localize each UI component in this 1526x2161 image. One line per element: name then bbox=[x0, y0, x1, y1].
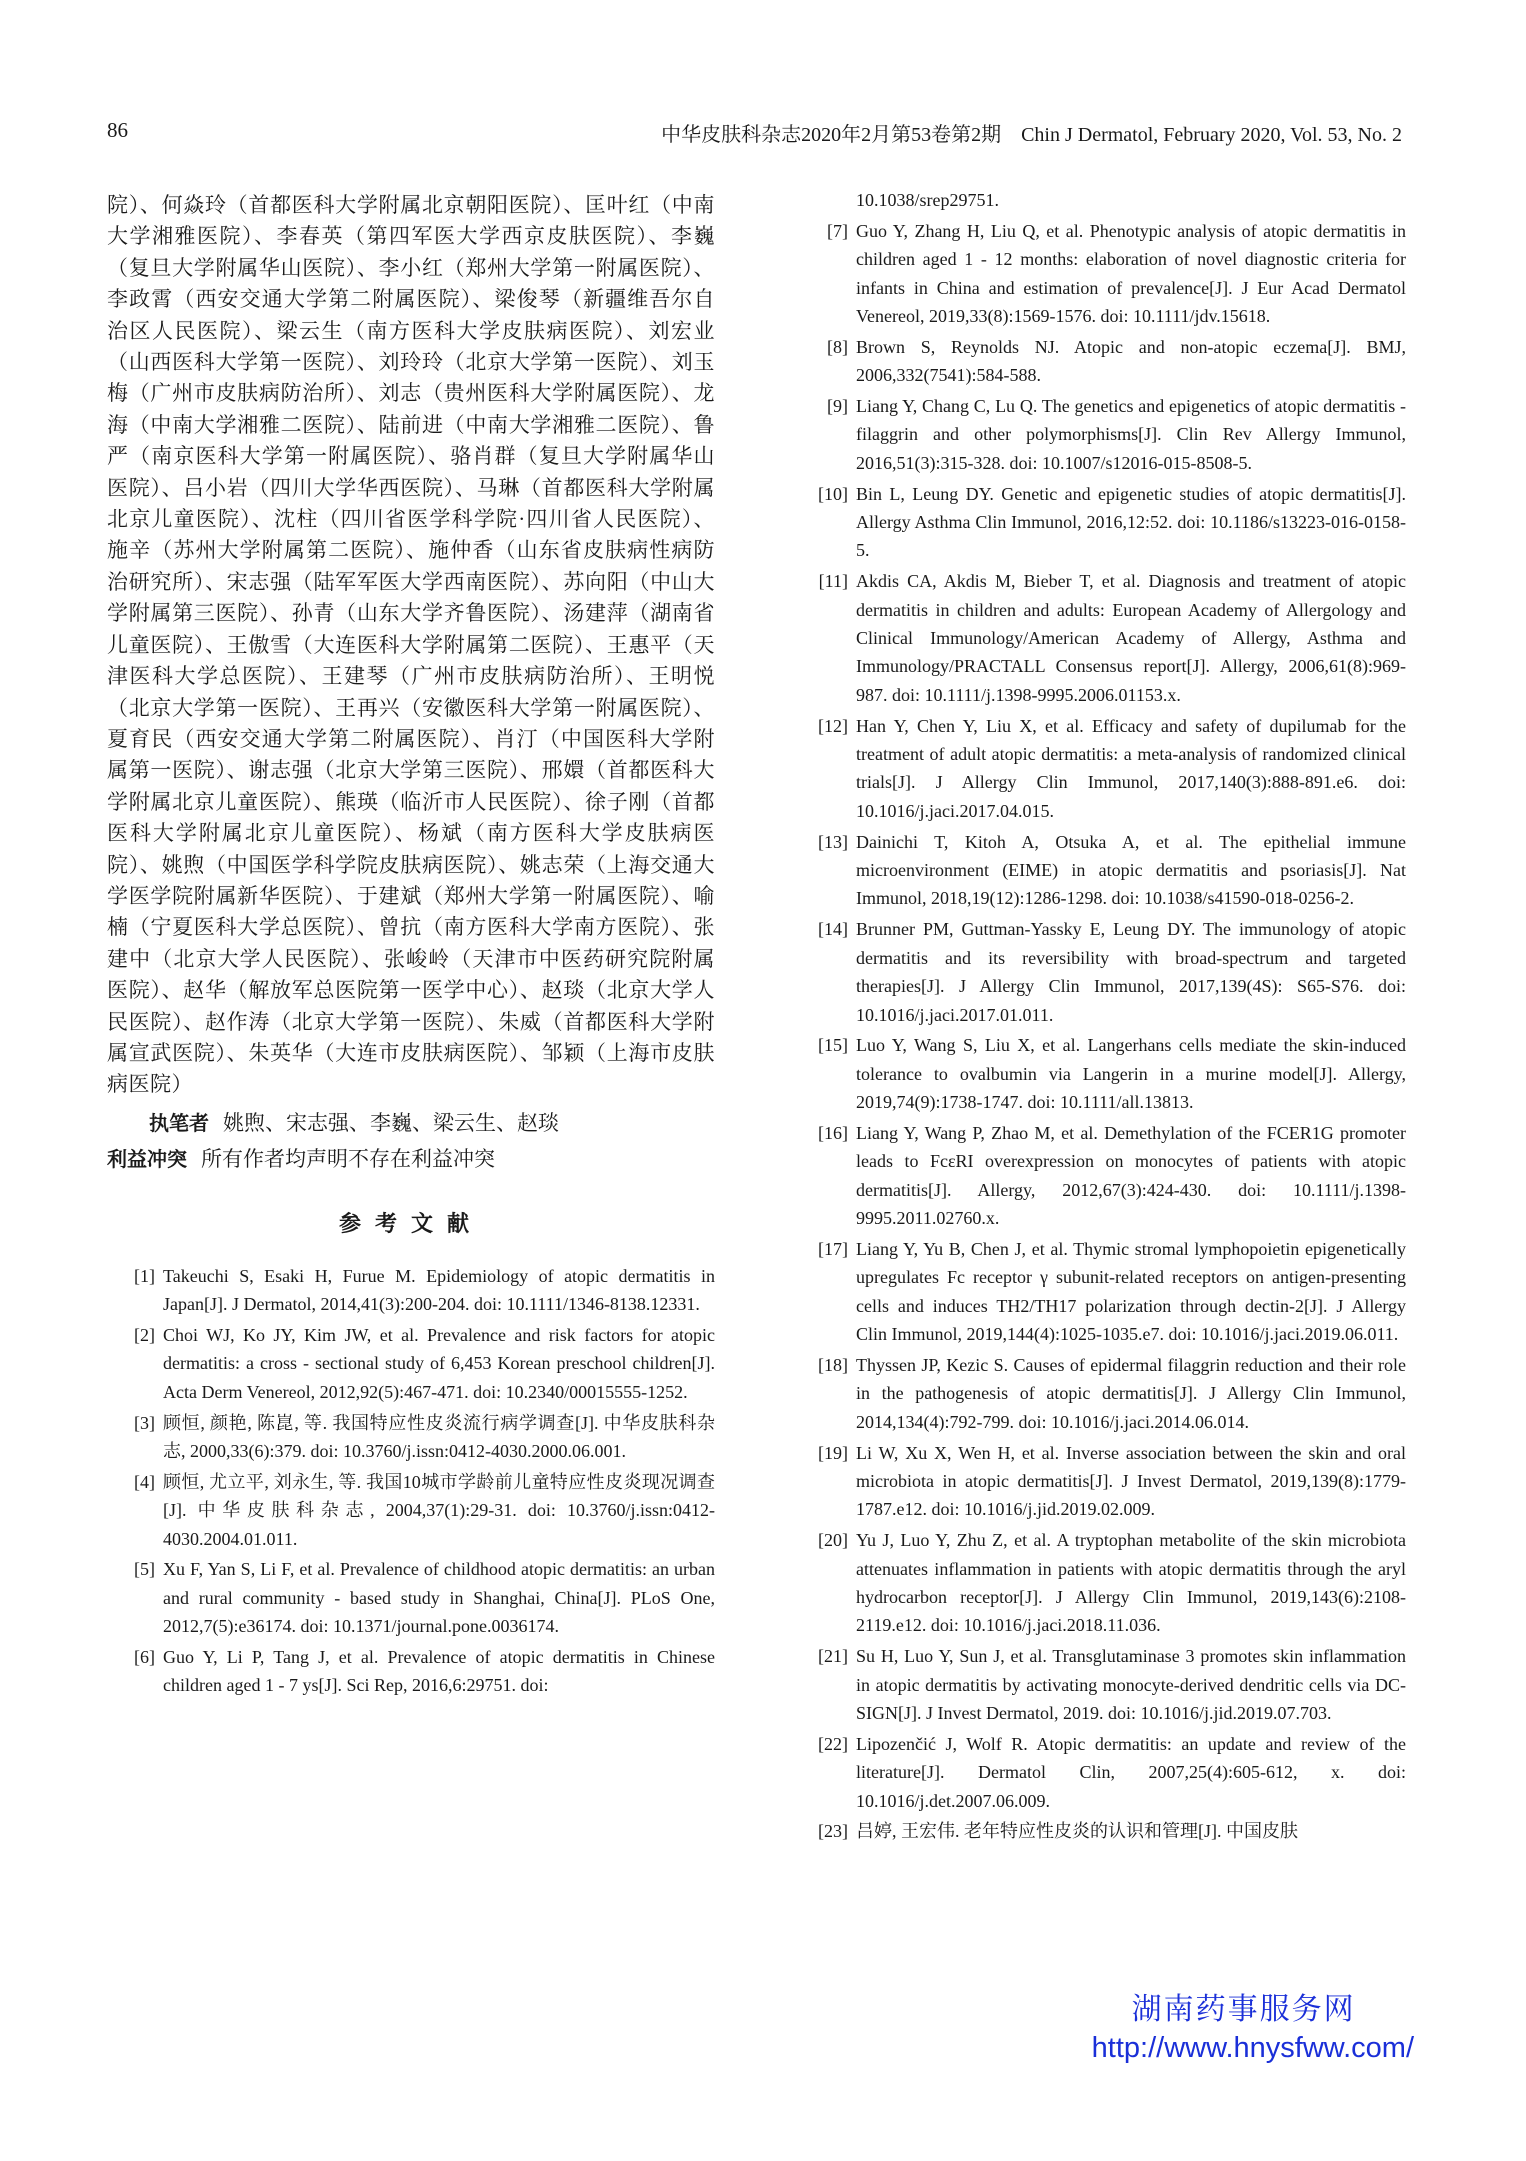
reference-item bbox=[800, 1031, 1406, 1116]
reference-text: Liang Y, Yu B, Chen J, et al. Thymic stromal lymphopoietin epigenetically upregulates Fc receptor γ subunit-related receptors on antigen-presenting cells and induces TH2/TH17 polarization through dectin-2[J]. J Allergy Clin Immunol, 2019,144(4):1025-1035.e7. doi: 10.1016/j.jaci.2019.06.011. bbox=[856, 1238, 1406, 1345]
reference-number: [19] bbox=[818, 1442, 848, 1463]
reference-item bbox=[800, 480, 1406, 565]
reference-number: [13] bbox=[818, 831, 848, 852]
reference-item bbox=[107, 1468, 715, 1553]
reference-text: Han Y, Chen Y, Liu X, et al. Efficacy and safety of dupilumab for the treatment of adult atopic dermatitis: a meta-analysis of randomized clinical trials[J]. J Allergy Clin Immunol, 2017,140(3):888-891.e6. doi: 10.1016/j.jaci.2017.04.015. bbox=[856, 715, 1406, 821]
reference-text: Choi WJ, Ko JY, Kim JW, et al. Prevalence and risk factors for atopic dermatitis: a cross - sectional study of 6,453 Korean preschool children[J]. Acta Derm Venereol, 2012,92(5):467-471. doi: 10.2340/00015555-1252. bbox=[163, 1324, 715, 1402]
reference-number: [4] bbox=[134, 1471, 155, 1492]
reference-number: [11] bbox=[818, 571, 848, 592]
references-heading: 参考文献 bbox=[338, 1211, 483, 1237]
reference-item bbox=[800, 1817, 1406, 1845]
reference-item bbox=[107, 1321, 715, 1406]
reference-item bbox=[800, 1642, 1406, 1727]
reference-number: [17] bbox=[818, 1238, 848, 1259]
reference-number: [6] bbox=[134, 1647, 155, 1668]
reference-number: [7] bbox=[827, 220, 848, 241]
reference-item bbox=[800, 1119, 1406, 1233]
reference-number: [5] bbox=[134, 1559, 155, 1580]
reference-item bbox=[800, 712, 1406, 826]
reference-number: [1] bbox=[134, 1265, 155, 1286]
reference-item bbox=[800, 1439, 1406, 1524]
reference-6-continuation: 10.1038/srep29751. bbox=[856, 190, 999, 210]
running-head: 中华皮肤科杂志2020年2月第53卷第2期 Chin J Dermatol, February 2020, Vol. 53, No. 2 bbox=[661, 124, 1402, 146]
reference-item bbox=[800, 1351, 1406, 1436]
reference-text: Yu J, Luo Y, Zhu Z, et al. A tryptophan metabolite of the skin microbiota attenuates inflammation in patients with atopic dermatitis through the aryl hydrocarbon receptor[J]. J Allergy Clin Immunol, 2019,143(6):2108-2119.e12. doi: 10.1016/j.jaci.2018.11.036. bbox=[856, 1530, 1406, 1636]
reference-item bbox=[800, 392, 1406, 477]
reference-text: 吕婷, 王宏伟. 老年特应性皮炎的认识和管理[J]. 中国皮肤 bbox=[856, 1821, 1298, 1842]
reference-item bbox=[800, 828, 1406, 913]
reference-item bbox=[800, 915, 1406, 1029]
reference-text: Lipozenčić J, Wolf R. Atopic dermatitis: an update and review of the literature[J]. Dermatol Clin, 2007,25(4):605-612, x. doi: 10.1016/j.det.2007.06.009. bbox=[856, 1733, 1406, 1811]
right-column bbox=[800, 186, 1406, 1848]
reference-item bbox=[800, 333, 1406, 390]
conflict-text: 所有作者均声明不存在利益冲突 bbox=[201, 1146, 495, 1171]
reference-text: Thyssen JP, Kezic S. Causes of epidermal filaggrin reduction and their role in the pathogenesis of atopic dermatitis[J]. J Allergy Clin Immunol, 2014,134(4):792-799. doi: 10.1016/j.jaci.2014.06.014. bbox=[856, 1354, 1406, 1432]
reference-number: [3] bbox=[134, 1412, 155, 1433]
reference-number: [10] bbox=[818, 483, 848, 504]
reference-text: Akdis CA, Akdis M, Bieber T, et al. Diagnosis and treatment of atopic dermatitis in children and adults: European Academy of Allergology and Clinical Immunology/American Academy of Allergy, Asthma and Immunology/PRACTALL Consensus report[J]. Allergy, 2006,61(8):969-987. doi: 10.1111/j.1398-9995.2006.01153.x. bbox=[856, 571, 1406, 705]
reference-text: Liang Y, Wang P, Zhao M, et al. Demethylation of the FCER1G promoter leads to FcεRI overexpression on monocytes of patients with atopic dermatitis[J]. Allergy, 2012,67(3):424-430. doi: 10.1111/j.1398-9995.2011.02760.x. bbox=[856, 1122, 1406, 1229]
reference-number: [18] bbox=[818, 1354, 848, 1375]
reference-text: 顾恒, 尤立平, 刘永生, 等. 我国10城市学龄前儿童特应性皮炎现况调查[J]. 中华皮肤科杂志, 2004,37(1):29-31. doi: 10.3760/j.issn:0412-4030.2004.01.011. bbox=[163, 1471, 715, 1549]
contributors-list: 院）、何焱玲（首都医科大学附属北京朝阳医院）、匡叶红（中南大学湘雅医院）、李春英（第四军医大学西京皮肤医院）、李巍（复旦大学附属华山医院）、李小红（郑州大学第一附属医院）、李政霄（西安交通大学第二附属医院）、梁俊琴（新疆维吾尔自治区人民医院）、梁云生（南方医科大学皮肤病医院）、刘宏业（山西医科大学第一医院）、刘玲玲（北京大学第一医院）、刘玉梅（广州市皮肤病防治所）、刘志（贵州医科大学附属医院）、龙海（中南大学湘雅二医院）、陆前进（中南大学湘雅二医院）、鲁严（南京医科大学第一附属医院）、骆肖群（复旦大学附属华山医院）、吕小岩（四川大学华西医院）、马琳（首都医科大学附属北京儿童医院）、沈柱（四川省医学科学院·四川省人民医院）、施辛（苏州大学附属第二医院）、施仲香（山东省皮肤病性病防治研究所）、宋志强（陆军军医大学西南医院）、苏向阳（中山大学附属第三医院）、孙青（山东大学齐鲁医院）、汤建萍（湖南省儿童医院）、王傲雪（大连医科大学附属第二医院）、王惠平（天津医科大学总医院）、王建琴（广州市皮肤病防治所）、王明悦（北京大学第一医院）、王再兴（安徽医科大学第一附属医院）、夏育民（西安交通大学第二附属医院）、肖汀（中国医科大学附属第一医院）、谢志强（北京大学第三医院）、邢嬛（首都医科大学附属北京儿童医院）、熊瑛（临沂市人民医院）、徐子刚（首都医科大学附属北京儿童医院）、杨斌（南方医科大学皮肤病医院）、姚煦（中国医学科学院皮肤病医院）、姚志荣（上海交通大学医学院附属新华医院）、于建斌（郑州大学第一附属医院）、喻楠（宁夏医科大学总医院）、曾抗（南方医科大学南方医院）、张建中（北京大学人民医院）、张峻岭（天津市中医药研究院附属医院）、赵华（解放军总医院第一医学中心）、赵琰（北京大学人民医院）、赵作涛（北京大学第一医院）、朱威（首都医科大学附属宣武医院）、朱英华（大连市皮肤病医院）、邹颖（上海市皮肤病医院） bbox=[107, 193, 715, 1097]
reference-item bbox=[800, 1526, 1406, 1640]
conflict-label: 利益冲突 bbox=[107, 1146, 187, 1171]
references-list-left bbox=[107, 1262, 715, 1700]
reference-number: [12] bbox=[818, 715, 848, 736]
reference-text: 顾恒, 颜艳, 陈崑, 等. 我国特应性皮炎流行病学调查[J]. 中华皮肤科杂志, 2000,33(6):379. doi: 10.3760/j.issn:0412-4030.2000.06.001. bbox=[163, 1412, 715, 1461]
reference-number: [21] bbox=[818, 1646, 848, 1667]
left-column bbox=[107, 190, 715, 1702]
reference-number: [2] bbox=[134, 1324, 155, 1345]
reference-number: [8] bbox=[827, 336, 848, 357]
reference-item bbox=[107, 1409, 715, 1466]
reference-item bbox=[107, 1555, 715, 1640]
reference-number: [22] bbox=[818, 1733, 848, 1754]
reference-item bbox=[800, 1730, 1406, 1815]
reference-item bbox=[107, 1262, 715, 1319]
reference-text: Li W, Xu X, Wen H, et al. Inverse association between the skin and oral microbiota in atopic dermatitis[J]. J Invest Dermatol, 2019,139(8):1779-1787.e12. doi: 10.1016/j.jid.2019.02.009. bbox=[856, 1442, 1406, 1520]
watermark-url[interactable]: http://www.hnysfww.com/ bbox=[1091, 2032, 1414, 2064]
writers-line bbox=[107, 1107, 715, 1139]
reference-text: Takeuchi S, Esaki H, Furue M. Epidemiology of atopic dermatitis in Japan[J]. J Dermatol, 2014,41(3):200-204. doi: 10.1111/1346-8138.12331. bbox=[163, 1265, 715, 1315]
writers-label: 执笔者 bbox=[149, 1110, 209, 1135]
reference-text: Brunner PM, Guttman-Yassky E, Leung DY. The immunology of atopic dermatitis and its reversibility with broad-spectrum and targeted therapies[J]. J Allergy Clin Immunol, 2017,139(4S): S65-S76. doi: 10.1016/j.jaci.2017.01.011. bbox=[856, 919, 1406, 1025]
writers-names: 姚煦、宋志强、李巍、梁云生、赵琰 bbox=[223, 1110, 559, 1135]
reference-number: [23] bbox=[818, 1821, 848, 1842]
reference-item bbox=[800, 1235, 1406, 1349]
reference-text: Xu F, Yan S, Li F, et al. Prevalence of childhood atopic dermatitis: an urban and rural community - based study in Shanghai, China[J]. PLoS One, 2012,7(5):e36174. doi: 10.1371/journal.pone.0036174. bbox=[163, 1559, 715, 1637]
reference-number: [20] bbox=[818, 1530, 848, 1551]
reference-number: [14] bbox=[818, 919, 848, 940]
references-list-right bbox=[800, 217, 1406, 1846]
reference-text: Luo Y, Wang S, Liu X, et al. Langerhans cells mediate the skin-induced tolerance to ovalbumin via Langerin in a murine model[J]. Allergy, 2019,74(9):1738-1747. doi: 10.1111/all.13813. bbox=[856, 1035, 1406, 1113]
reference-text: Liang Y, Chang C, Lu Q. The genetics and epigenetics of atopic dermatitis - filaggrin and other polymorphisms[J]. Clin Rev Allergy Immunol, 2016,51(3):315-328. doi: 10.1007/s12016-015-8508-5. bbox=[856, 396, 1406, 473]
reference-text: Guo Y, Zhang H, Liu Q, et al. Phenotypic analysis of atopic dermatitis in children aged 1 - 12 months: elaboration of novel diagnostic criteria for infants in China and estimation of prevalence[J]. J Eur Acad Dermatol Venereol, 2019,33(8):1569-1576. doi: 10.1111/jdv.15618. bbox=[856, 220, 1406, 327]
reference-text: Dainichi T, Kitoh A, Otsuka A, et al. The epithelial immune microenvironment (EIME) in atopic dermatitis and psoriasis[J]. Nat Immunol, 2018,19(12):1286-1298. doi: 10.1038/s41590-018-0256-2. bbox=[856, 831, 1406, 909]
page-number: 86 bbox=[107, 118, 128, 142]
watermark-name: 湖南药事服务网 bbox=[1131, 1992, 1356, 2027]
reference-item bbox=[800, 567, 1406, 709]
reference-text: Su H, Luo Y, Sun J, et al. Transglutaminase 3 promotes skin inflammation in atopic dermatitis by activating monocyte-derived dendritic cells via DC-SIGN[J]. J Invest Dermatol, 2019. doi: 10.1016/j.jid.2019.07.703. bbox=[856, 1646, 1406, 1723]
reference-text: Guo Y, Li P, Tang J, et al. Prevalence of atopic dermatitis in Chinese children aged 1 - 7 ys[J]. Sci Rep, 2016,6:29751. doi: bbox=[163, 1647, 715, 1696]
reference-number: [15] bbox=[818, 1035, 848, 1056]
reference-item bbox=[800, 217, 1406, 331]
reference-text: Bin L, Leung DY. Genetic and epigenetic studies of atopic dermatitis[J]. Allergy Asthma Clin Immunol, 2016,12:52. doi: 10.1186/s13223-016-0158-5. bbox=[856, 483, 1406, 561]
conflict-line bbox=[107, 1143, 715, 1175]
reference-number: [16] bbox=[818, 1122, 848, 1143]
reference-text: Brown S, Reynolds NJ. Atopic and non-atopic eczema[J]. BMJ, 2006,332(7541):584-588. bbox=[856, 336, 1406, 386]
watermark bbox=[1092, 1984, 1414, 2065]
reference-item bbox=[107, 1643, 715, 1700]
reference-number: [9] bbox=[827, 396, 848, 417]
